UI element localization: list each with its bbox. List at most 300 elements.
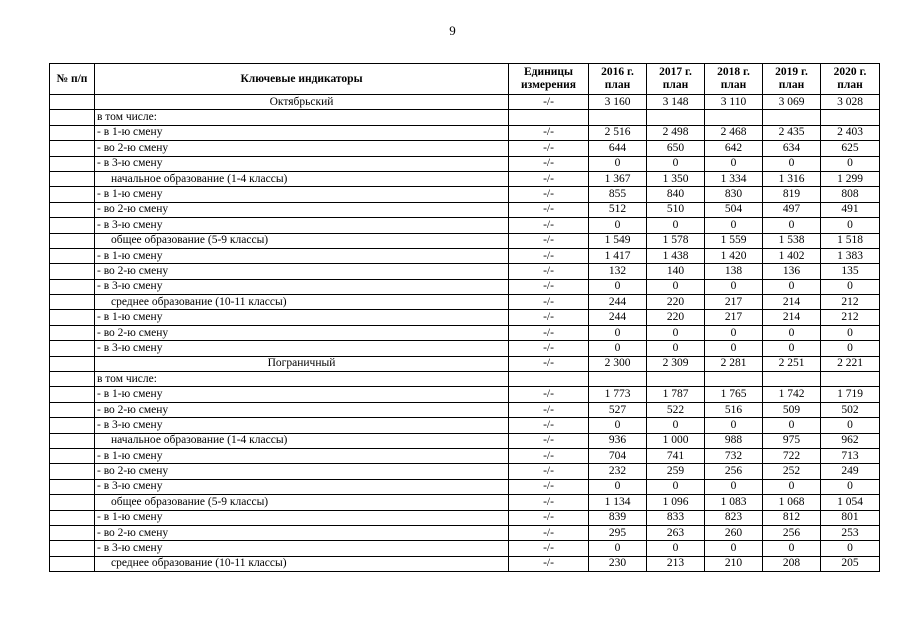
indicator-label: - в 3-ю смену (95, 156, 509, 171)
value-cell: 0 (705, 279, 763, 294)
unit-cell: -/- (509, 541, 589, 556)
value-cell: 0 (589, 218, 647, 233)
value-cell: 1 559 (705, 233, 763, 248)
indicator-label: среднее образование (10-11 классы) (95, 556, 509, 571)
value-cell: 0 (647, 156, 705, 171)
value-cell: 988 (705, 433, 763, 448)
indicator-label: - во 2-ю смену (95, 525, 509, 540)
value-cell: 642 (705, 141, 763, 156)
value-cell: 0 (763, 418, 821, 433)
indicator-label: Пограничный (95, 356, 509, 371)
table-row (50, 418, 880, 433)
unit-cell: -/- (509, 495, 589, 510)
header-year: 2017 г. (659, 66, 692, 78)
unit-cell: -/- (509, 202, 589, 217)
value-cell: 833 (647, 510, 705, 525)
header-year-2019 (763, 64, 821, 95)
table-row (50, 464, 880, 479)
table-row (50, 341, 880, 356)
indicator-label: в том числе: (95, 110, 509, 125)
indicator-label: - в 1-ю смену (95, 387, 509, 402)
value-cell: 0 (763, 479, 821, 494)
unit-cell: -/- (509, 295, 589, 310)
row-number-cell (50, 202, 95, 217)
value-cell: 256 (763, 525, 821, 540)
indicator-label: - в 3-ю смену (95, 218, 509, 233)
table-row (50, 218, 880, 233)
header-unit-line2: измерения (521, 79, 576, 91)
value-cell: 1 787 (647, 387, 705, 402)
value-cell: 0 (705, 325, 763, 340)
value-cell: 1 578 (647, 233, 705, 248)
indicator-label: - в 1-ю смену (95, 510, 509, 525)
value-cell: 855 (589, 187, 647, 202)
value-cell: 0 (647, 418, 705, 433)
row-number-cell (50, 218, 95, 233)
indicator-label: - во 2-ю смену (95, 202, 509, 217)
header-plan: план (662, 79, 689, 91)
row-number-cell (50, 510, 95, 525)
value-cell: 502 (821, 402, 880, 417)
value-cell: 220 (647, 295, 705, 310)
value-cell: 0 (821, 341, 880, 356)
value-cell (705, 372, 763, 387)
value-cell: 1 773 (589, 387, 647, 402)
row-number-cell (50, 372, 95, 387)
indicator-label: - в 1-ю смену (95, 125, 509, 140)
value-cell: 1 054 (821, 495, 880, 510)
table-row (50, 556, 880, 571)
value-cell: 713 (821, 448, 880, 463)
value-cell: 2 221 (821, 356, 880, 371)
header-plan: план (604, 79, 631, 91)
value-cell: 232 (589, 464, 647, 479)
value-cell: 3 069 (763, 95, 821, 110)
value-cell: 962 (821, 433, 880, 448)
value-cell: 808 (821, 187, 880, 202)
value-cell: 263 (647, 525, 705, 540)
unit-cell: -/- (509, 248, 589, 263)
row-number-cell (50, 141, 95, 156)
value-cell: 1 367 (589, 171, 647, 186)
value-cell (647, 110, 705, 125)
value-cell: 830 (705, 187, 763, 202)
value-cell: 244 (589, 310, 647, 325)
value-cell: 0 (589, 418, 647, 433)
value-cell: 0 (821, 279, 880, 294)
indicator-label: - во 2-ю смену (95, 264, 509, 279)
value-cell (647, 372, 705, 387)
value-cell: 625 (821, 141, 880, 156)
value-cell: 1 000 (647, 433, 705, 448)
value-cell: 1 719 (821, 387, 880, 402)
value-cell (763, 372, 821, 387)
header-year-2018 (705, 64, 763, 95)
indicator-label: - в 3-ю смену (95, 541, 509, 556)
value-cell: 1 350 (647, 171, 705, 186)
row-number-cell (50, 279, 95, 294)
value-cell: 644 (589, 141, 647, 156)
value-cell: 2 281 (705, 356, 763, 371)
value-cell: 3 028 (821, 95, 880, 110)
value-cell: 1 299 (821, 171, 880, 186)
row-number-cell (50, 248, 95, 263)
indicator-label: общее образование (5-9 классы) (95, 233, 509, 248)
value-cell: 0 (821, 418, 880, 433)
value-cell: 217 (705, 295, 763, 310)
row-number-cell (50, 233, 95, 248)
value-cell: 0 (705, 541, 763, 556)
value-cell: 0 (647, 541, 705, 556)
value-cell: 249 (821, 464, 880, 479)
row-number-cell (50, 110, 95, 125)
value-cell: 1 417 (589, 248, 647, 263)
row-number-cell (50, 341, 95, 356)
indicator-label: - во 2-ю смену (95, 402, 509, 417)
table-row (50, 279, 880, 294)
value-cell: 0 (821, 218, 880, 233)
value-cell: 0 (763, 218, 821, 233)
value-cell: 504 (705, 202, 763, 217)
value-cell: 840 (647, 187, 705, 202)
row-number-cell (50, 495, 95, 510)
unit-cell: -/- (509, 402, 589, 417)
table-row (50, 156, 880, 171)
indicator-label: - в 3-ю смену (95, 479, 509, 494)
table-header-row (50, 64, 880, 95)
row-number-cell (50, 448, 95, 463)
value-cell: 2 300 (589, 356, 647, 371)
value-cell: 1 316 (763, 171, 821, 186)
value-cell: 252 (763, 464, 821, 479)
value-cell: 1 518 (821, 233, 880, 248)
table-row (50, 433, 880, 448)
value-cell: 1 134 (589, 495, 647, 510)
value-cell: 1 334 (705, 171, 763, 186)
table-row (50, 141, 880, 156)
value-cell: 0 (589, 325, 647, 340)
value-cell: 1 096 (647, 495, 705, 510)
table-row (50, 310, 880, 325)
unit-cell: -/- (509, 95, 589, 110)
row-number-cell (50, 187, 95, 202)
value-cell: 0 (821, 479, 880, 494)
value-cell: 212 (821, 295, 880, 310)
unit-cell: -/- (509, 341, 589, 356)
value-cell: 823 (705, 510, 763, 525)
table-row (50, 248, 880, 263)
value-cell: 1 083 (705, 495, 763, 510)
table-row (50, 233, 880, 248)
table-body (50, 95, 880, 572)
value-cell (821, 372, 880, 387)
table-row (50, 495, 880, 510)
unit-cell: -/- (509, 464, 589, 479)
table-row (50, 202, 880, 217)
value-cell: 0 (763, 341, 821, 356)
value-cell: 0 (705, 156, 763, 171)
value-cell: 0 (821, 541, 880, 556)
unit-cell (509, 110, 589, 125)
header-plan: план (720, 79, 747, 91)
unit-cell: -/- (509, 356, 589, 371)
header-plan: план (837, 79, 863, 91)
unit-cell: -/- (509, 387, 589, 402)
value-cell: 1 068 (763, 495, 821, 510)
table-row (50, 402, 880, 417)
value-cell: 0 (763, 325, 821, 340)
indicator-label: начальное образование (1-4 классы) (95, 433, 509, 448)
row-number-cell (50, 325, 95, 340)
row-number-cell (50, 418, 95, 433)
indicator-label: начальное образование (1-4 классы) (95, 171, 509, 186)
value-cell: 516 (705, 402, 763, 417)
value-cell: 0 (647, 218, 705, 233)
value-cell: 0 (821, 156, 880, 171)
indicator-label: - в 1-ю смену (95, 187, 509, 202)
unit-cell: -/- (509, 433, 589, 448)
value-cell: 135 (821, 264, 880, 279)
indicator-label: - во 2-ю смену (95, 325, 509, 340)
indicators-table (49, 63, 880, 572)
value-cell: 0 (705, 341, 763, 356)
value-cell: 0 (589, 156, 647, 171)
value-cell: 512 (589, 202, 647, 217)
unit-cell: -/- (509, 218, 589, 233)
header-unit (509, 64, 589, 95)
value-cell: 214 (763, 295, 821, 310)
unit-cell: -/- (509, 125, 589, 140)
indicator-label: Октябрьский (95, 95, 509, 110)
header-year-2017 (647, 64, 705, 95)
value-cell: 260 (705, 525, 763, 540)
value-cell: 2 435 (763, 125, 821, 140)
indicator-label: - в 1-ю смену (95, 448, 509, 463)
value-cell: 2 251 (763, 356, 821, 371)
value-cell: 522 (647, 402, 705, 417)
value-cell: 256 (705, 464, 763, 479)
value-cell: 650 (647, 141, 705, 156)
unit-cell: -/- (509, 448, 589, 463)
unit-cell: -/- (509, 279, 589, 294)
unit-cell (509, 372, 589, 387)
unit-cell: -/- (509, 325, 589, 340)
value-cell: 1 402 (763, 248, 821, 263)
value-cell: 722 (763, 448, 821, 463)
header-number: № п/п (50, 64, 95, 95)
header-year: 2016 г. (601, 66, 634, 78)
value-cell (763, 110, 821, 125)
row-number-cell (50, 264, 95, 279)
indicator-label: - в 3-ю смену (95, 418, 509, 433)
value-cell: 212 (821, 310, 880, 325)
value-cell: 0 (705, 418, 763, 433)
table-row (50, 110, 880, 125)
header-year: 2020 г. (833, 66, 867, 78)
value-cell: 527 (589, 402, 647, 417)
value-cell: 0 (763, 541, 821, 556)
row-number-cell (50, 387, 95, 402)
value-cell: 1 383 (821, 248, 880, 263)
value-cell: 253 (821, 525, 880, 540)
table-row (50, 541, 880, 556)
row-number-cell (50, 464, 95, 479)
unit-cell: -/- (509, 141, 589, 156)
value-cell: 0 (589, 541, 647, 556)
indicator-label: - в 3-ю смену (95, 279, 509, 294)
row-number-cell (50, 295, 95, 310)
header-unit-line1: Единицы (524, 66, 573, 78)
table-row (50, 510, 880, 525)
value-cell: 220 (647, 310, 705, 325)
table-row (50, 295, 880, 310)
row-number-cell (50, 95, 95, 110)
value-cell: 1 538 (763, 233, 821, 248)
unit-cell: -/- (509, 510, 589, 525)
header-plan: план (778, 79, 805, 91)
table-row (50, 325, 880, 340)
indicator-label: в том числе: (95, 372, 509, 387)
value-cell: 1 765 (705, 387, 763, 402)
value-cell: 259 (647, 464, 705, 479)
table-row (50, 95, 880, 110)
unit-cell: -/- (509, 525, 589, 540)
value-cell: 214 (763, 310, 821, 325)
value-cell: 0 (705, 218, 763, 233)
row-number-cell (50, 479, 95, 494)
indicator-label: - во 2-ю смену (95, 141, 509, 156)
table-row (50, 264, 880, 279)
unit-cell: -/- (509, 156, 589, 171)
unit-cell: -/- (509, 556, 589, 571)
table-row (50, 372, 880, 387)
table-row (50, 125, 880, 140)
value-cell: 217 (705, 310, 763, 325)
value-cell (589, 110, 647, 125)
value-cell: 0 (705, 479, 763, 494)
value-cell: 732 (705, 448, 763, 463)
value-cell: 0 (647, 279, 705, 294)
value-cell: 2 516 (589, 125, 647, 140)
value-cell: 812 (763, 510, 821, 525)
value-cell: 0 (763, 156, 821, 171)
value-cell: 510 (647, 202, 705, 217)
value-cell: 491 (821, 202, 880, 217)
value-cell (589, 372, 647, 387)
unit-cell: -/- (509, 187, 589, 202)
page-number: 9 (449, 23, 456, 38)
header-year: 2018 г. (717, 66, 750, 78)
header-indicator: Ключевые индикаторы (95, 64, 509, 95)
value-cell: 1 420 (705, 248, 763, 263)
indicator-label: - во 2-ю смену (95, 464, 509, 479)
row-number-cell (50, 156, 95, 171)
indicator-label: - в 1-ю смену (95, 248, 509, 263)
value-cell: 819 (763, 187, 821, 202)
row-number-cell (50, 356, 95, 371)
unit-cell: -/- (509, 264, 589, 279)
value-cell: 3 110 (705, 95, 763, 110)
value-cell: 0 (647, 325, 705, 340)
value-cell: 2 309 (647, 356, 705, 371)
table-row (50, 171, 880, 186)
value-cell (821, 110, 880, 125)
value-cell: 497 (763, 202, 821, 217)
value-cell: 2 403 (821, 125, 880, 140)
row-number-cell (50, 433, 95, 448)
row-number-cell (50, 171, 95, 186)
value-cell: 2 468 (705, 125, 763, 140)
value-cell: 0 (821, 325, 880, 340)
value-cell: 936 (589, 433, 647, 448)
value-cell: 136 (763, 264, 821, 279)
header-year: 2019 г. (775, 66, 808, 78)
value-cell: 295 (589, 525, 647, 540)
value-cell: 132 (589, 264, 647, 279)
indicator-label: - в 1-ю смену (95, 310, 509, 325)
row-number-cell (50, 541, 95, 556)
value-cell: 140 (647, 264, 705, 279)
table-row (50, 448, 880, 463)
indicator-label: - в 3-ю смену (95, 341, 509, 356)
row-number-cell (50, 310, 95, 325)
unit-cell: -/- (509, 171, 589, 186)
table-row (50, 187, 880, 202)
row-number-cell (50, 525, 95, 540)
value-cell: 213 (647, 556, 705, 571)
table-row (50, 356, 880, 371)
value-cell: 2 498 (647, 125, 705, 140)
value-cell: 801 (821, 510, 880, 525)
indicator-label: среднее образование (10-11 классы) (95, 295, 509, 310)
value-cell: 0 (589, 279, 647, 294)
value-cell: 1 742 (763, 387, 821, 402)
value-cell: 0 (763, 279, 821, 294)
value-cell: 1 438 (647, 248, 705, 263)
value-cell: 3 160 (589, 95, 647, 110)
row-number-cell (50, 402, 95, 417)
value-cell: 244 (589, 295, 647, 310)
value-cell (705, 110, 763, 125)
row-number-cell (50, 556, 95, 571)
value-cell: 0 (589, 479, 647, 494)
table-row (50, 525, 880, 540)
value-cell: 0 (589, 341, 647, 356)
value-cell: 0 (647, 341, 705, 356)
value-cell: 138 (705, 264, 763, 279)
value-cell: 509 (763, 402, 821, 417)
unit-cell: -/- (509, 479, 589, 494)
value-cell: 208 (763, 556, 821, 571)
value-cell: 3 148 (647, 95, 705, 110)
value-cell: 205 (821, 556, 880, 571)
value-cell: 634 (763, 141, 821, 156)
unit-cell: -/- (509, 233, 589, 248)
indicator-label: общее образование (5-9 классы) (95, 495, 509, 510)
unit-cell: -/- (509, 310, 589, 325)
value-cell: 0 (647, 479, 705, 494)
table-row (50, 479, 880, 494)
value-cell: 839 (589, 510, 647, 525)
table-row (50, 387, 880, 402)
header-year-2016 (589, 64, 647, 95)
value-cell: 210 (705, 556, 763, 571)
unit-cell: -/- (509, 418, 589, 433)
value-cell: 741 (647, 448, 705, 463)
header-year-2020 (821, 64, 880, 95)
row-number-cell (50, 125, 95, 140)
value-cell: 1 549 (589, 233, 647, 248)
